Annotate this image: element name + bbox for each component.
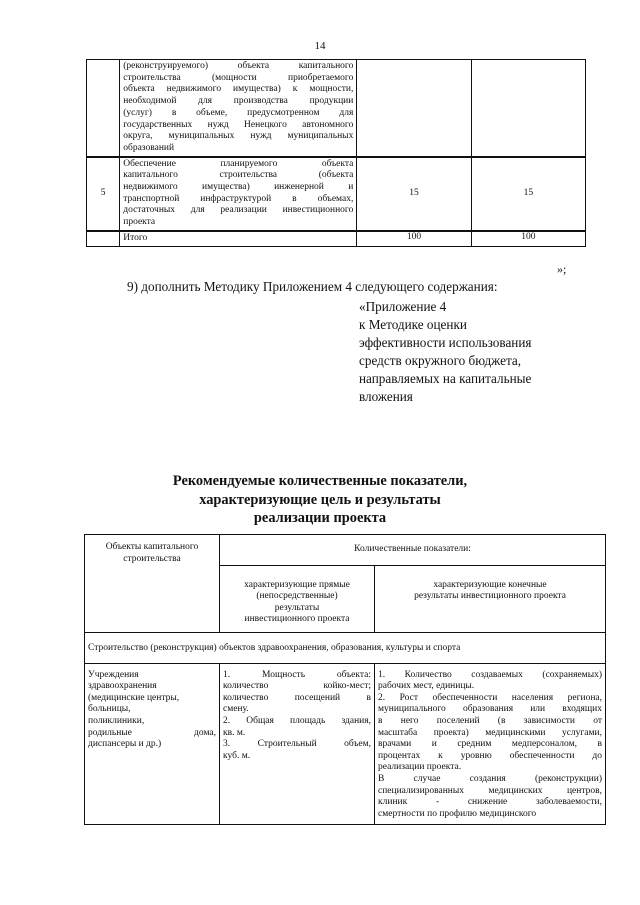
description-line: достаточных для реализации инвестиционного (123, 205, 354, 216)
row-number (87, 60, 120, 157)
page-number: 14 (314, 40, 326, 52)
cell-object (85, 663, 220, 825)
description-line: капитального строительства (объекта (123, 170, 354, 181)
header-line: результаты инвестиционного проекта (414, 591, 566, 602)
final-indicator-line: смертности по профилю медицинского (378, 808, 537, 819)
value-1 (357, 60, 471, 157)
final-indicator-line: рабочих мест, единицы. (378, 681, 475, 692)
value-1: 15 (357, 157, 471, 231)
final-indicator-line: реализации проекта. (378, 762, 462, 773)
description-line: объекта недвижимого имущества) к мощности, (123, 84, 354, 95)
final-indicator-line: 2. Рост обеспеченности населения региона, (378, 692, 602, 703)
direct-indicator-line: количество койко-мест; (223, 681, 371, 692)
description-line: недвижимого имущества) инженерной и (123, 182, 354, 193)
direct-indicator-line: 2. Общая площадь здания, (223, 715, 371, 726)
final-indicator-line: врачами и средним медперсоналом, в (378, 739, 602, 750)
header-line: характеризующие конечные (433, 579, 547, 590)
header-line: результаты (274, 602, 320, 613)
description-line: транспортной инфраструктурой в объемах, (123, 193, 354, 204)
row-number: 5 (87, 157, 120, 231)
object-line: родильные дома, (88, 727, 216, 738)
object-line: диспансеры и др.) (88, 739, 162, 750)
final-indicator-line: клиник - снижение заболеваемости, (378, 797, 602, 808)
closing-quote: »; (557, 262, 567, 276)
appendix-line: средств окружного бюджета, (359, 353, 522, 368)
description-line: округа, муниципальных нужд муниципальных (123, 131, 354, 142)
heading-line: реализации проекта (253, 510, 387, 526)
appendix-line: направляемых на капитальные (359, 371, 532, 386)
header-line: Объекты капитального (105, 542, 199, 552)
description-line: строительства (мощности приобретаемого (123, 72, 354, 83)
cell-direct-indicators (220, 663, 375, 825)
row-description (120, 231, 357, 246)
appendix-header (359, 298, 531, 406)
description-line: Обеспечение планируемого объекта (123, 158, 354, 169)
row-number (87, 231, 120, 246)
header-line: инвестиционного проекта (244, 614, 350, 625)
row-description (120, 60, 357, 157)
value-2 (471, 60, 585, 157)
description-line: проекта (123, 217, 156, 228)
direct-indicator-line: смену. (223, 704, 249, 715)
header-line: характеризующие прямые (244, 579, 350, 590)
header-objects (85, 535, 220, 633)
final-indicator-line: масштаба проекта) медицинскими услугами, (378, 727, 602, 738)
heading-line: Рекомендуемые количественные показатели, (172, 473, 468, 489)
direct-indicator-line: 1. Мощность объекта: (223, 669, 371, 680)
indicator-weights-table (86, 59, 586, 247)
description-line: (услуг) в объеме, предусмотренном для (123, 107, 354, 118)
description-line: (реконструируемого) объекта капитального (123, 61, 354, 71)
final-indicator-line: специализированных медицинских центров, (378, 785, 602, 796)
header-line: строительства (123, 553, 181, 564)
appendix-line: вложения (359, 389, 413, 404)
final-indicator-line: процентах к уровню обеспеченности до (378, 750, 602, 761)
value-2: 15 (471, 157, 585, 231)
table-row (87, 231, 586, 246)
final-indicator-line: В случае создания (реконструкции) (378, 773, 602, 784)
indicators-table (84, 534, 606, 825)
final-indicator-line: муниципального образования или входящих (378, 704, 602, 715)
appendix-line: «Приложение 4 (359, 299, 447, 314)
value-1: 100 (357, 231, 471, 246)
description-line: необходимой для производства продукции (123, 96, 354, 107)
appendix-line: эффективности использования (359, 335, 532, 350)
object-line: больницы, (88, 704, 131, 715)
table-row (87, 157, 586, 231)
row-description (120, 157, 357, 231)
direct-indicator-line: кв. м. (223, 727, 246, 738)
direct-indicator-line: количество посещений в (223, 692, 371, 703)
direct-indicator-line: 3. Строительный объем, (223, 739, 371, 750)
final-indicator-line: 1. Количество создаваемых (сохраняемых) (378, 669, 602, 680)
header-line: (непосредственные) (256, 591, 338, 602)
table-row (87, 60, 586, 157)
header-direct-results (220, 565, 375, 632)
value-2: 100 (471, 231, 585, 246)
appendix-line: к Методике оценки (359, 317, 467, 332)
amendment-item-9: 9) дополнить Методику Приложением 4 следующего содержания: (127, 279, 498, 294)
description-line: Итого (123, 232, 148, 243)
object-line: здравоохранения (88, 681, 157, 692)
direct-indicator-line: куб. м. (223, 750, 251, 761)
object-line: (медицинские центры, (88, 692, 180, 703)
header-indicators: Количественные показатели: (220, 535, 606, 566)
description-line: государственных нужд Ненецкого автономного (123, 119, 354, 130)
final-indicator-line: в него поселений (в зависимости от (378, 715, 602, 726)
document-heading (0, 472, 640, 528)
cell-final-indicators (375, 663, 606, 825)
header-final-results (375, 565, 606, 632)
object-line: поликлиники, (88, 715, 145, 726)
description-line: образований (123, 142, 175, 153)
section-title: Строительство (реконструкция) объектов здравоохранения, образования, культуры и спорта (85, 633, 606, 664)
heading-line: характеризующие цель и результаты (199, 491, 441, 508)
object-line: Учреждения (88, 669, 139, 680)
